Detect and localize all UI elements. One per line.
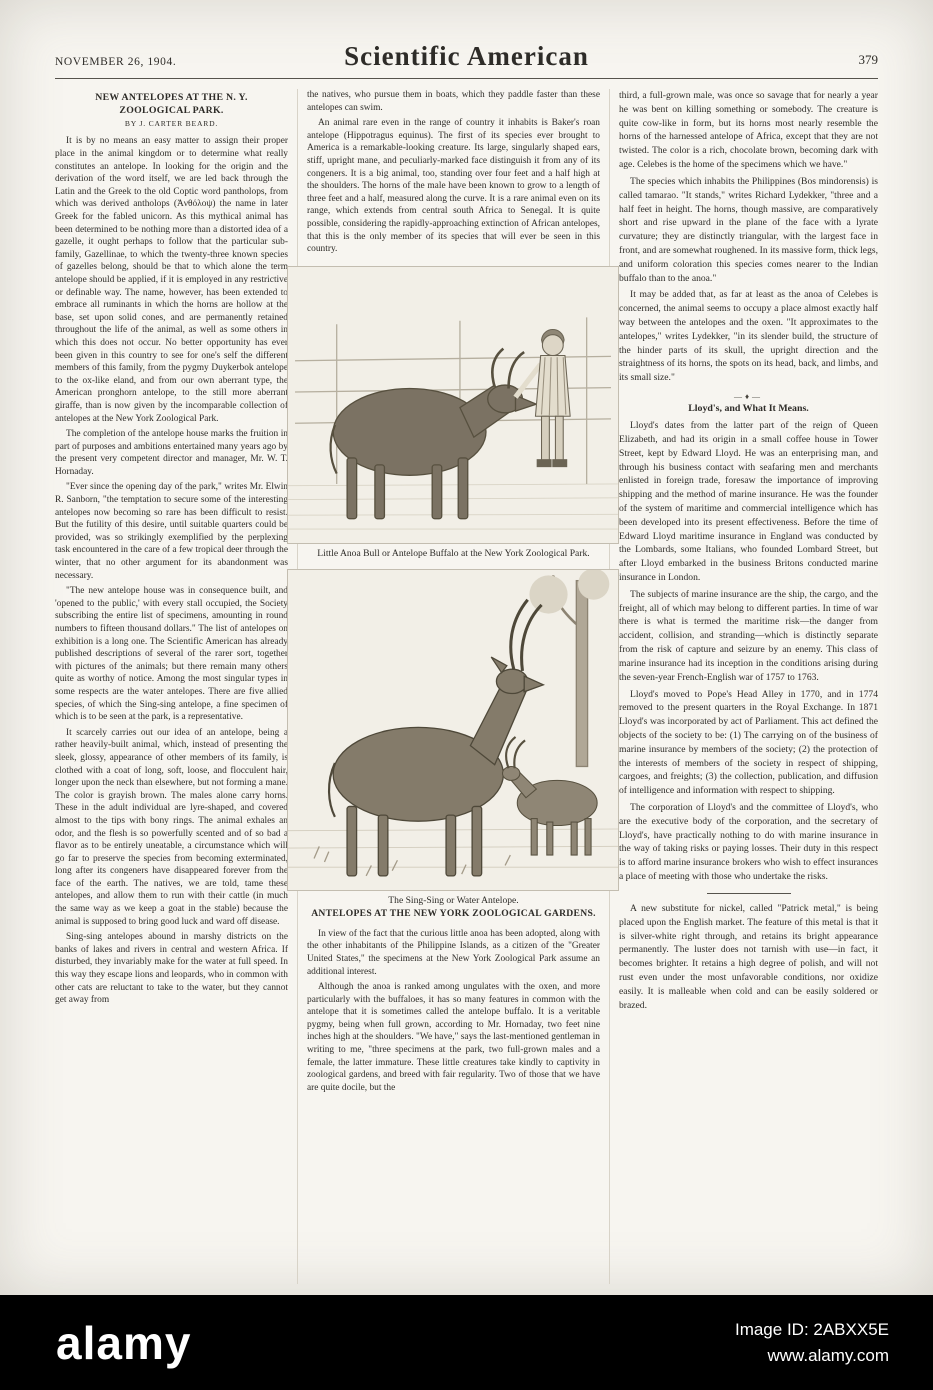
image-id-text: Image ID: 2ABXX5E [734, 1320, 889, 1339]
page-header [55, 32, 878, 72]
middle-column [298, 89, 610, 1284]
left-column [55, 89, 298, 1284]
article-columns [55, 89, 878, 1284]
page-number: 379 [858, 52, 878, 67]
paragraph: It is by no means an easy matter to assign their proper place in the animal kingdom or to determine what really constitutes an antelope. In looking for the origin and the derivation of the word itself, we are led back through the Latin and the Greek to the old Coptic word pantholops, from which was derived antholops (Ἀνθόλοψ) the name in later Greek for the fabled unicorn. As this mythical animal has been determined to be nothing more than a distorted idea of a gazelle, it ought perhaps to follow that the particular sub-family, Gazellinae, to which the twenty-three known species of gazelles belong, should be that to which alone the term antelope should be applied, if it is employed in any restrictive or definable way. The name, however, has been extended to embrace all ruminants in which the horns are hollow at the base, set upon solid cones, and are permanently retained throughout the life of the animal, as well as some others in which this does not occur. No better opportunity has ever been given in this country to see for one's self the different members of this family, from the pygmy Duykerbok antelope to the ox-like eland, and from our own aberrant type, the American pronghorn antelope, to the still more aberrant giraffe, than is now given by the incomparable collection of antelopes at the New York Zoological Park. [55, 136, 288, 424]
section-ornament: —♦— [733, 392, 764, 402]
watermark-url: www.alamy.com [767, 1345, 889, 1365]
article-title: NEW ANTELOPES AT THE N. Y. ZOOLOGICAL PARK. [95, 92, 248, 117]
paragraph: In view of the fact that the curious little anoa has been adopted, along with the other inhabitants of the Philippine Islands, as a citizen of the "Greater United States," the specimens at the New York Zoological Park assume an additional interest. [307, 928, 600, 977]
paragraph: The corporation of Lloyd's and the committee of Lloyd's, who are the executive body of the corporation, and the secretary of Lloyd's, have practically nothing to do with marine insurance in the way of taking risks or paying losses. Their duty in this respect is to afford marine insurance brokers who wish to effect insurances a place of meeting with those who undertake the risks. [619, 802, 878, 883]
paragraph: Sing-sing antelopes abound in marshy districts on the banks of lakes and rivers in central and western Africa. If disturbed, they invariably make for the water at full speed. In this way they escape lions and leopards, who in common with other cats are reluctant to take to the water, but they cannot get away from [55, 932, 288, 1006]
engravings-group-caption: ANTELOPES AT THE NEW YORK ZOOLOGICAL GARDENS. [311, 907, 596, 919]
paragraph: Although the anoa is ranked among ungulates with the oxen, and more particularly with the buffaloes, it has so many features in common with the antelope that it is sometimes called the antelope buffalo. It is a veritable pygmy, being when full grown, according to Mr. Hornaday, two feet nine inches high at the shoulders. "We have," says the last-mentioned gentleman in writing to me, "three specimens at the park, two full-grown males and a female, the latter immature. These little creatures take kindly to captivity in zoological gardens, and breed with fair regularity. Two of those that we have are quite docile, but the [307, 982, 600, 1093]
anoa-illustration [287, 266, 619, 544]
watermark-meta [735, 1317, 889, 1368]
paragraph: It scarcely carries out our idea of an antelope, being a rather heavily-built animal, which, instead of presenting the sleek, glossy, appearance of other members of its family, is clothed with a coat of long, soft, loose, and flocculent hair, longer upon the neck than elsewhere, but not forming a mane. The color is grayish brown. The males alone carry horns. These in the adult individual are lyre-shaped, and covered almost to the tips with bony rings. The animal exhales an odor, and the flesh is so powerfully scented and of so bad a flavor as to be entirely uneatable, a circumstance which will go far to preserve the species from becoming exterminated, long after its congeners have disappeared forever from the face of the earth. The natives, we are told, tame these antelopes, and allow them to run with their cattle (in much the same way as we keep a goat in the stable) because the animal is supposed to bring good luck and ward off disease. [55, 727, 288, 927]
paragraph: The subjects of marine insurance are the ship, the cargo, and the freight, all of which may belong to different parties. In time of war there is what is termed the maritime risk—the danger from accident, collision, and stranding—which is distinctly separate from the risk of capture and seizure by an enemy. This class of marine insurance had its inception in the conditions arising during the seven-year French-English war of 1757 to 1763. [619, 588, 878, 683]
watermark-bar [0, 1295, 933, 1390]
paragraph: A new substitute for nickel, called "Patrick metal," is being placed upon the English market. The feature of this metal is that it is silver-white right through, and retains its bright appearance permanently. The luster does not tarnish with use—in fact, it becomes brighter. It retains a high degree of polish, and will not rust even under the most unfavorable conditions, nor oxidize easily. It is malleable when cold and can be easily soldered or brazed. [619, 902, 878, 1011]
sing-sing-engraving-image [287, 569, 617, 891]
paragraph: third, a full-grown male, was once so savage that for nearly a year he was bent on killing something or somebody. The creature is quite cow-like in form, but its horns most nearly resemble the horns of the harnessed antelope of Africa, except that they are not twisted. The color is a rich, chocolate brown, becoming dark with age. Celebes is the home of the specimens which we have." [619, 90, 878, 171]
article-byline: BY J. CARTER BEARD. [124, 119, 219, 129]
anoa-caption: Little Anoa Bull or Antelope Buffalo at the New York Zoological Park. [317, 547, 590, 559]
section-divider [707, 893, 791, 894]
paragraph: An animal rare even in the range of country it inhabits is Baker's roan antelope (Hippotragus equinus). The first of its species ever brought to America is a remarkable-looking creature. Its large, singularly shaped ears, stiff, upright mane, and peculiarly-marked face distinguish it from any of its congeners. It is a big animal, too, standing over four feet and a half high at the shoulders. The horns of the male have been known to grow to a length of three feet and a half, measured along the curve. It is a rare animal even on its range, which extends from central south Africa to Senegal. It is quite possible, considering the rapidly-approaching extinction of African antelopes, that this is the only member of its species that will ever be seen in this country. [307, 118, 600, 255]
anoa-engraving-image [287, 266, 617, 544]
sing-sing-caption: The Sing-Sing or Water Antelope. [388, 894, 519, 906]
paragraph: "Ever since the opening day of the park," writes Mr. Elwin R. Sanborn, "the temptation to secure some of the interesting antelopes now becoming so rare has been difficult to resist. But the futility of this desire, until suitable quarters could be provided, was so strikingly exemplified by the perplexing task encountered in the care of a few tropical deer through the winter, that no other argument for its abandonment was necessary. [55, 482, 288, 581]
lloyds-section-title: Lloyd's, and What It Means. [688, 403, 809, 415]
paragraph: The completion of the antelope house marks the fruition in part of purposes and ambitions entertained many years ago by the present very competent director and manager, Mr. W. T. Hornaday. [55, 429, 288, 477]
paragraph: It may be added that, as far at least as the anoa of Celebes is concerned, the animal seems to occupy a place almost exactly half way between the antelopes and the oxen. "It approximates to the antelopes," writes Lydekker, "in its slender build, the structure of the hinder parts of its skull, the upright direction and the straightness of its horns, the spots on its head, back, and limbs, and its small size." [619, 289, 878, 384]
issue-date: NOVEMBER 26, 1904. [55, 56, 177, 68]
right-column [610, 89, 878, 1284]
sing-sing-illustration [287, 569, 619, 891]
header-rule [55, 78, 878, 79]
paragraph: the natives, who pursue them in boats, which they paddle faster than these antelopes can swim. [307, 90, 600, 113]
masthead-title: Scientific American [344, 41, 589, 71]
paragraph: Lloyd's moved to Pope's Head Alley in 1770, and in 1774 removed to the present quarters in the Royal Exchange. In 1871 Lloyd's was incorporated by act of Parliament. This act defined the objects of the society to be: (1) The carrying on of the business of marine insurance by members of the society; (2) the protection of the interests of members of the society in respect of shipping, cargoes, and freights; (3) the collection, publication, and diffusion of intelligence and information with respect to shipping. [619, 688, 878, 797]
paragraph: Lloyd's dates from the latter part of the reign of Queen Elizabeth, and had its origin in a small coffee house in Tower Street, kept by Edward Lloyd. He was an enterprising man, and through his business contact with seafaring men and merchants enlisted in foreign trade, foresaw the importance of improving shipping and the method of marine insurance. He was the founder of the system of maritime and commercial intelligence which has been developed into its present effectiveness. Before the time of Edward Lloyd maritime insurance in England was conducted by the Lombards, some Italians, who founded Lombard Street, but after Lloyd embarked in the business Britons conducted marine insurance in London. [619, 420, 878, 583]
paragraph: "The new antelope house was in consequence built, and 'opened to the public,' with every stall occupied, the Society subscribing the entire list of specimens, amounting in round numbers to fifteen thousand dollars." The list of antelopes on exhibition is a long one. The Scientific American has already published descriptions of several of the rarer sort, together with pictures of the animals; but there remain many others quite as worthy of notice. Among the most singular types in some respects are the water antelopes. There are five allied species, of which the Sing-sing antelope, a fine specimen of which is to be seen at the park, is a representative. [55, 586, 288, 723]
paragraph: The species which inhabits the Philippines (Bos mindorensis) is called tamarao. "It stands," writes Richard Lydekker, "three and a half feet in height. The horns, though massive, are comparatively short and rise upward in the plane of the face with a lyrate curvature; they are distinctly triangular, with the largest face in front, and are somewhat roughened. In its massive form, thick legs, and uniform coloration this species comes nearer to the Indian buffalo than to the anoa." [619, 175, 878, 284]
alamy-logo: alamy [56, 1316, 192, 1369]
